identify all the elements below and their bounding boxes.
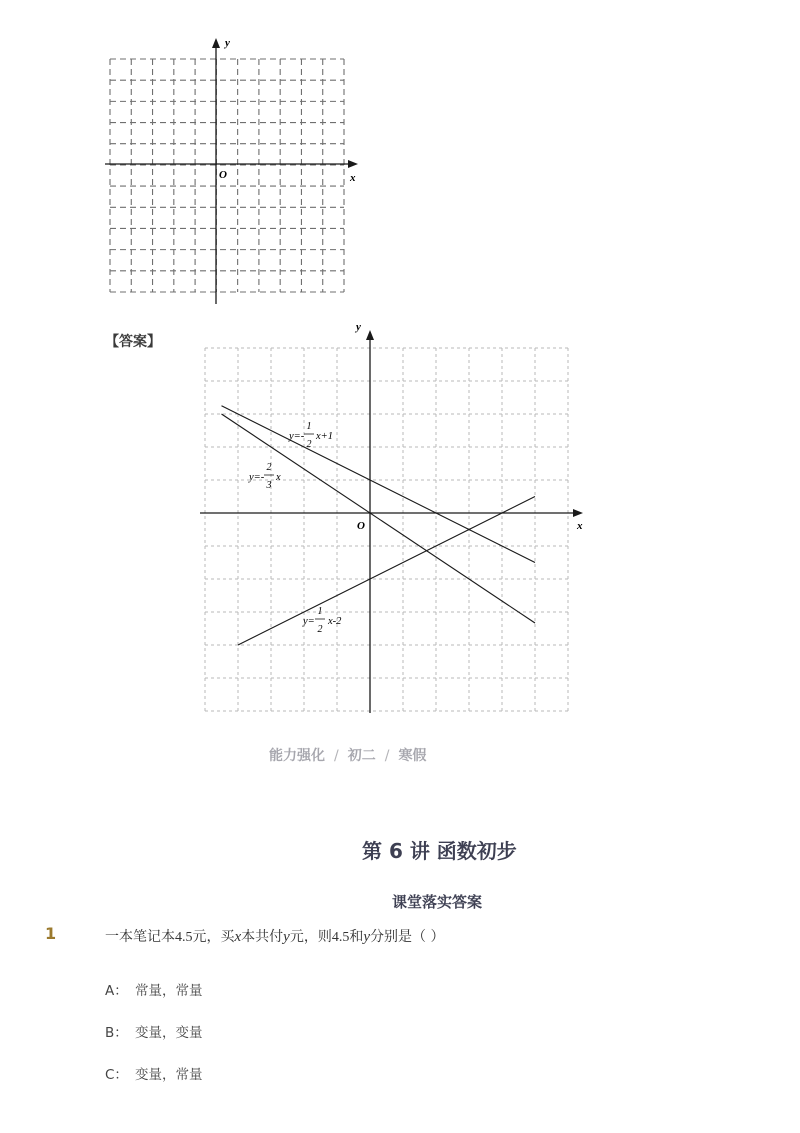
breadcrumb-item[interactable]: 寒假: [398, 748, 427, 764]
option-letter: B：: [105, 1025, 128, 1041]
eq2-prefix: y=-: [249, 472, 265, 483]
x-axis-label: x: [577, 520, 583, 532]
answer-line-graph: [0, 310, 800, 730]
equation-label-line-1: [288, 421, 333, 450]
option-a[interactable]: [105, 979, 203, 999]
blank-grid-dashed-lines: [110, 59, 344, 292]
answer-graph-svg: [0, 310, 800, 730]
eq2-numerator: 2: [266, 462, 272, 473]
line-3-plot: [238, 497, 535, 646]
y-axis-label: y: [356, 321, 361, 333]
eq1-numerator: 1: [306, 421, 312, 432]
breadcrumb-item[interactable]: 能力强化: [269, 748, 325, 764]
breadcrumb-separator: /: [384, 748, 390, 764]
section-title: 课堂落实答案: [392, 893, 483, 911]
option-text: 变量，变量: [135, 1025, 203, 1041]
line-2-plot: [222, 414, 536, 623]
eq2-denominator: 3: [266, 480, 272, 491]
y-axis-label: y: [225, 37, 230, 49]
question-text-variable: x: [234, 929, 242, 945]
blank-grid-svg: [0, 0, 400, 310]
origin-label: O: [357, 520, 365, 532]
origin-label: O: [219, 169, 227, 181]
breadcrumb: [269, 745, 426, 765]
question-text: [105, 926, 444, 946]
answer-lines: [222, 406, 536, 645]
x-axis-label: x: [350, 172, 356, 184]
x-axis-arrow: [348, 160, 358, 168]
question-text-part: 本共付: [241, 929, 284, 945]
question-number: 1: [45, 924, 57, 943]
question-text-variable: y: [283, 929, 290, 945]
breadcrumb-item[interactable]: 初二: [347, 748, 376, 764]
eq1-denominator: 2: [306, 439, 312, 450]
option-c[interactable]: [105, 1063, 203, 1083]
option-letter: A：: [105, 983, 128, 999]
breadcrumb-separator: /: [334, 748, 339, 764]
lesson-title: 第 6 讲 函数初步: [362, 839, 517, 863]
eq3-numerator: 1: [317, 606, 323, 617]
eq3-denominator: 2: [317, 624, 323, 635]
y-axis-arrow: [212, 38, 220, 48]
question-text-part: 元，买: [192, 929, 235, 945]
option-b[interactable]: [105, 1021, 203, 1041]
eq3-suffix: x-2: [328, 616, 342, 627]
eq1-prefix: y=-: [289, 431, 305, 442]
eq2-suffix: x: [276, 472, 281, 483]
question-text-part: 元，则: [289, 929, 332, 945]
y-axis-arrow: [366, 330, 374, 340]
question-text-part: 一本笔记本: [105, 929, 175, 945]
option-text: 常量，常量: [135, 983, 203, 999]
question-text-number: 4.5: [331, 930, 350, 945]
answer-grid-dashed-lines: [205, 348, 568, 711]
question-text-part: 和: [349, 929, 364, 945]
option-letter: C：: [105, 1067, 128, 1083]
question-text-variable: y: [363, 929, 371, 945]
option-text: 变量，常量: [135, 1067, 203, 1083]
question-text-number: 4.5: [175, 930, 193, 945]
x-axis-arrow: [573, 509, 583, 517]
question-text-part: 分别是（ ）: [370, 929, 445, 945]
eq1-suffix: x+1: [316, 431, 333, 442]
eq3-prefix: y=: [303, 616, 315, 627]
equation-label-line-2: [248, 462, 281, 491]
answer-heading: 【答案】: [105, 334, 161, 350]
blank-coordinate-grid: [0, 0, 400, 310]
